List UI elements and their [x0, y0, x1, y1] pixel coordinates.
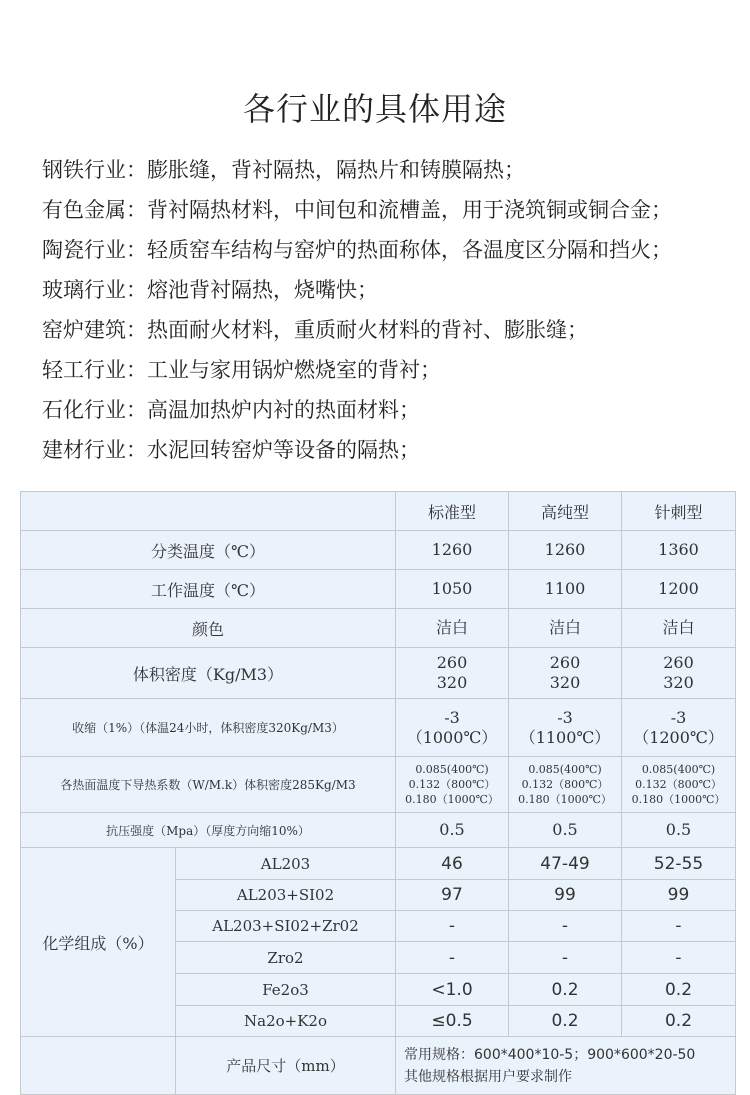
row-label: 各热面温度下导热系数（W/M.k）体积密度285Kg/M3	[21, 757, 396, 813]
use-steel: 钢铁行业：膨胀缝，背衬隔热，隔热片和铸膜隔热；	[42, 158, 525, 182]
cell-value: 1050	[396, 570, 509, 609]
row-thermal-conductivity	[21, 757, 736, 813]
cell-value: 洁白	[396, 609, 509, 648]
row-label: 产品尺寸（mm）	[176, 1037, 396, 1095]
header-needled: 针刺型	[622, 492, 736, 531]
cell-value: -	[622, 942, 736, 974]
cell-value: 0.5	[622, 813, 736, 848]
row-label: 体积密度（Kg/M3）	[21, 648, 396, 699]
cell-value: 1100	[509, 570, 622, 609]
cell-value: 0.5	[509, 813, 622, 848]
use-petrochemical: 石化行业：高温加热炉内衬的热面材料；	[42, 398, 420, 422]
cell-value: 1260	[396, 531, 509, 570]
row-product-size	[21, 1037, 736, 1095]
size-blank	[21, 1037, 176, 1095]
industry-use-list	[42, 150, 742, 470]
row-label: 颜色	[21, 609, 396, 648]
cell-value: 0.085(400℃) 0.132（800℃） 0.180（1000℃）	[622, 757, 736, 813]
cell-value: -	[396, 911, 509, 942]
row-color	[21, 609, 736, 648]
row-compressive-strength	[21, 813, 736, 848]
cell-value: 洁白	[509, 609, 622, 648]
use-kiln-building: 窑炉建筑：热面耐火材料，重质耐火材料的背衬、膨胀缝；	[42, 318, 588, 342]
row-label: 工作温度（℃）	[21, 570, 396, 609]
cell-value: -	[622, 911, 736, 942]
cell-value: 97	[396, 880, 509, 911]
cell-value: ≤0.5	[396, 1006, 509, 1037]
cell-value: 0.2	[622, 974, 736, 1006]
cell-value: 99	[622, 880, 736, 911]
chem-component: Fe2o3	[176, 974, 396, 1006]
cell-value: 洁白	[622, 609, 736, 648]
cell-value: 0.2	[622, 1006, 736, 1037]
header-row	[21, 492, 736, 531]
header-high-purity: 高纯型	[509, 492, 622, 531]
cell-value: 1360	[622, 531, 736, 570]
use-building-materials: 建材行业：水泥回转窑炉等设备的隔热；	[42, 438, 420, 462]
chem-component: AL203+SI02	[176, 880, 396, 911]
row-label: 分类温度（℃）	[21, 531, 396, 570]
spec-table	[20, 491, 736, 1095]
cell-value: -3 （1000℃）	[396, 699, 509, 757]
chem-component: AL203	[176, 848, 396, 880]
cell-value: 260 320	[396, 648, 509, 699]
use-ceramics: 陶瓷行业：轻质窑车结构与窑炉的热面称体，各温度区分隔和挡火；	[42, 238, 672, 262]
cell-value: 99	[509, 880, 622, 911]
row-density	[21, 648, 736, 699]
size-value: 常用规格：600*400*10-5；900*600*20-50 其他规格根据用户要求制作	[396, 1037, 736, 1095]
cell-value: -	[396, 942, 509, 974]
row-label: 抗压强度（Mpa）（厚度方向缩10%）	[21, 813, 396, 848]
chem-component: Zro2	[176, 942, 396, 974]
cell-value: 52-55	[622, 848, 736, 880]
cell-value: <1.0	[396, 974, 509, 1006]
row-label: 收缩（1%）（体温24小时，体积密度320Kg/M3）	[21, 699, 396, 757]
cell-value: 47-49	[509, 848, 622, 880]
cell-value: 46	[396, 848, 509, 880]
chem-component: AL203+SI02+Zr02	[176, 911, 396, 942]
chem-component: Na2o+K2o	[176, 1006, 396, 1037]
header-standard: 标准型	[396, 492, 509, 531]
cell-value: 0.085(400℃) 0.132（800℃） 0.180（1000℃）	[396, 757, 509, 813]
header-blank	[21, 492, 396, 531]
cell-value: -3 （1200℃）	[622, 699, 736, 757]
cell-value: -3 （1100℃）	[509, 699, 622, 757]
cell-value: 0.2	[509, 1006, 622, 1037]
row-shrinkage	[21, 699, 736, 757]
cell-value: -	[509, 911, 622, 942]
cell-value: 260 320	[622, 648, 736, 699]
cell-value: 0.5	[396, 813, 509, 848]
chem-row-al2o3	[21, 848, 736, 880]
row-classification-temperature	[21, 531, 736, 570]
use-light-industry: 轻工行业：工业与家用锅炉燃烧室的背衬；	[42, 358, 441, 382]
cell-value: 0.085(400℃) 0.132（800℃） 0.180（1000℃）	[509, 757, 622, 813]
row-working-temperature	[21, 570, 736, 609]
chem-composition-label: 化学组成（%）	[21, 848, 176, 1037]
use-glass: 玻璃行业：熔池背衬隔热，烧嘴快；	[42, 278, 378, 302]
cell-value: 1260	[509, 531, 622, 570]
cell-value: 1200	[622, 570, 736, 609]
cell-value: 260 320	[509, 648, 622, 699]
page-title: 各行业的具体用途	[242, 90, 507, 128]
cell-value: -	[509, 942, 622, 974]
cell-value: 0.2	[509, 974, 622, 1006]
use-nonferrous: 有色金属：背衬隔热材料，中间包和流槽盖，用于浇筑铜或铜合金；	[42, 198, 672, 222]
